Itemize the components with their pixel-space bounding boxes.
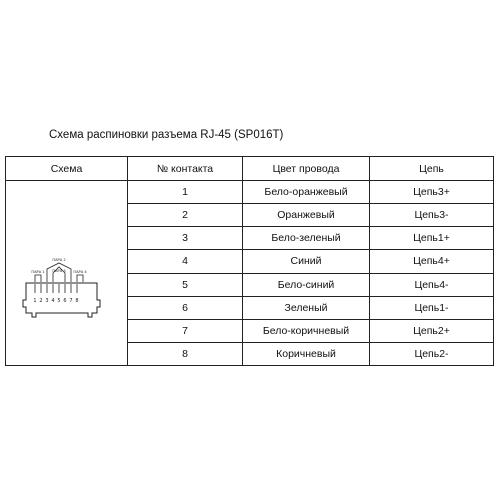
pin-number-label: 8: [75, 298, 79, 304]
pin-number-cell: 4: [128, 250, 243, 273]
circuit-cell: Цепь1+: [370, 227, 494, 250]
rj45-connector-drawing: [6, 181, 128, 365]
wire-color-cell: Бело-коричневый: [243, 319, 370, 342]
header-circuit: Цепь: [370, 157, 494, 181]
header-row: [6, 157, 494, 181]
wire-color-cell: Бело-зеленый: [243, 227, 370, 250]
circuit-cell: Цепь4+: [370, 250, 494, 273]
pin-number-cell: 5: [128, 273, 243, 296]
pin-number-label: 5: [57, 298, 61, 304]
circuit-cell: Цепь3-: [370, 204, 494, 227]
wire-color-cell: Синий: [243, 250, 370, 273]
pin-number-cell: 6: [128, 296, 243, 319]
pin-number-label: 4: [51, 298, 55, 304]
wire-color-cell: Зеленый: [243, 296, 370, 319]
scheme-cell: [6, 181, 128, 366]
pin-number-cell: 1: [128, 181, 243, 204]
pin-number-cell: 8: [128, 342, 243, 365]
wire-color-cell: Оранжевый: [243, 204, 370, 227]
pair-label-2: ПАРА 2: [52, 258, 66, 262]
table-row: [6, 181, 494, 204]
header-wire-color: Цвет провода: [243, 157, 370, 181]
pair-label-3: ПАРА 3: [52, 269, 66, 273]
circuit-cell: Цепь1-: [370, 296, 494, 319]
pin-number-label: 7: [69, 298, 73, 304]
circuit-cell: Цепь4-: [370, 273, 494, 296]
pin-number-label: 3: [45, 298, 49, 304]
pin-number-label: 1: [33, 298, 37, 304]
header-scheme: Схема: [6, 157, 128, 181]
circuit-cell: Цепь3+: [370, 181, 494, 204]
wire-color-cell: Коричневый: [243, 342, 370, 365]
pin-number-label: 2: [39, 298, 43, 304]
pin-number-cell: 2: [128, 204, 243, 227]
document-title: Схема распиновки разъема RJ-45 (SP016T): [49, 129, 284, 141]
wire-color-cell: Бело-оранжевый: [243, 181, 370, 204]
pair-label-4: ПАРА 4: [73, 270, 87, 274]
pair-label-1: ПАРА 1: [31, 270, 45, 274]
pin-number-label: 6: [63, 298, 67, 304]
pair1-bracket: [35, 275, 41, 282]
pin-number-cell: 3: [128, 227, 243, 250]
pin-number-cell: 7: [128, 319, 243, 342]
circuit-cell: Цепь2+: [370, 319, 494, 342]
pin-slots: [33, 284, 78, 304]
pinout-table: [5, 156, 494, 366]
header-pin-number: № контакта: [128, 157, 243, 181]
wire-color-cell: Бело-синий: [243, 273, 370, 296]
circuit-cell: Цепь2-: [370, 342, 494, 365]
rj45-diagram: [6, 181, 128, 365]
pair4-bracket: [77, 275, 83, 282]
